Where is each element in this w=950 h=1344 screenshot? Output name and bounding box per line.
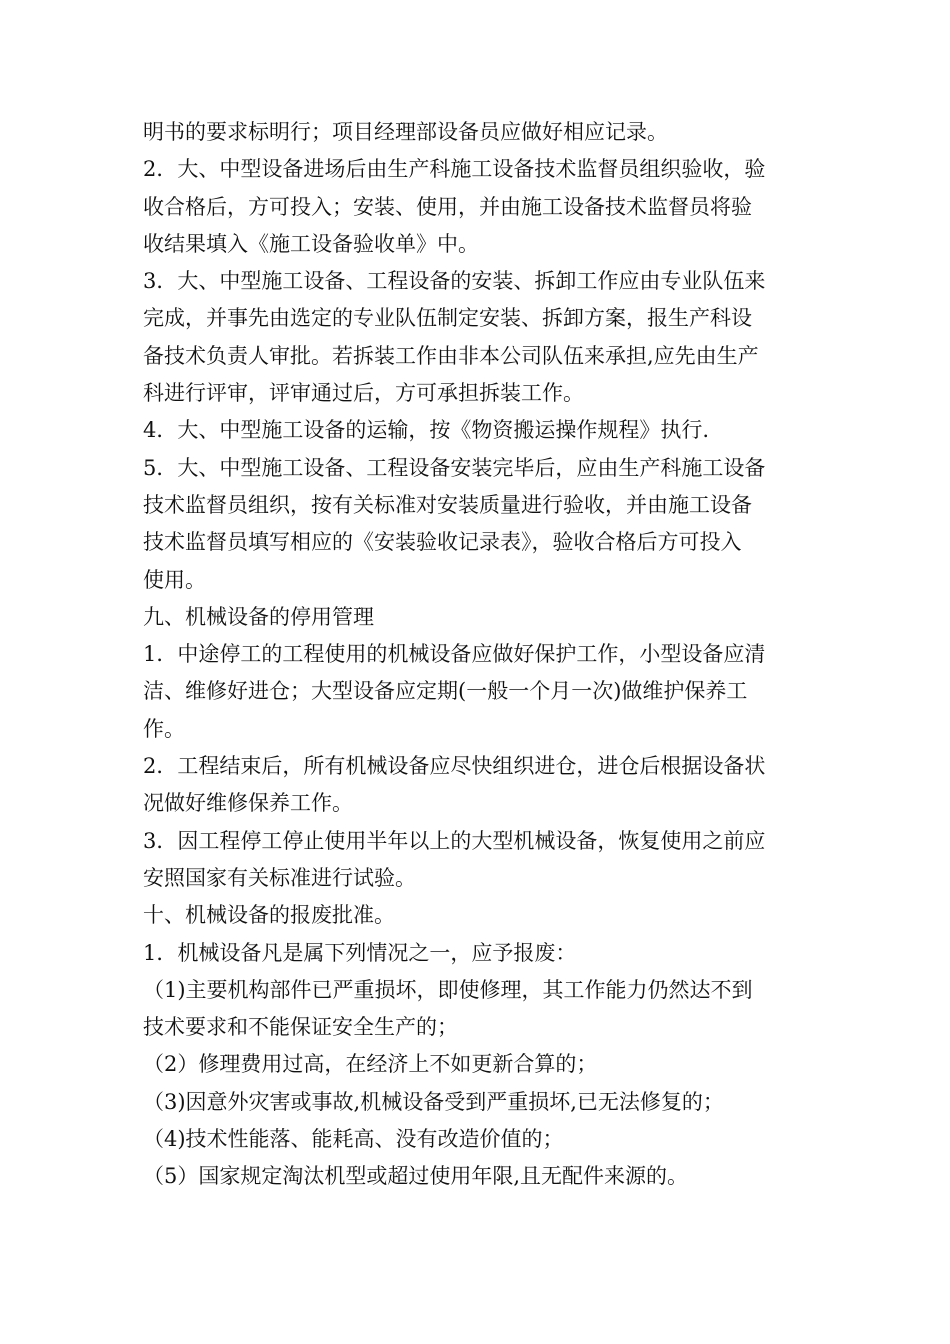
text-line: 收合格后，方可投入；安装、使用，并由施工设备技术监督员将验 — [143, 194, 752, 219]
text-line: 1．机械设备凡是属下列情况之一，应予报废： — [143, 940, 577, 965]
text-line: 备技术负责人审批。若拆装工作由非本公司队伍来承担,应先由生产 — [143, 343, 759, 368]
text-line: 洁、维修好进仓；大型设备应定期(一般一个月一次)做维护保养工 — [143, 679, 748, 704]
text-line: 况做好维修保养工作。 — [143, 791, 353, 816]
section-heading: 十、机械设备的报废批准。 — [143, 903, 395, 928]
list-item: （1)主要机构部件已严重损坏，即使修理，其工作能力仍然达不到 — [143, 977, 753, 1002]
list-item: （3)因意外灾害或事故,机械设备受到严重损坏,已无法修复的； — [143, 1089, 724, 1114]
list-item: （4)技术性能落、能耗高、没有改造价值的； — [143, 1127, 564, 1152]
text-line: 作。 — [143, 716, 185, 741]
text-line: 2．工程结束后，所有机械设备应尽快组织进仓，进仓后根据设备状 — [143, 754, 766, 779]
document-body — [143, 114, 823, 1196]
text-line: 3．因工程停工停止使用半年以上的大型机械设备，恢复使用之前应 — [143, 828, 766, 853]
text-line: 技术要求和不能保证安全生产的； — [143, 1015, 458, 1040]
text-line: 技术监督员组织，按有关标准对安装质量进行验收，并由施工设备 — [143, 492, 752, 517]
text-line: 明书的要求标明行；项目经理部设备员应做好相应记录。 — [143, 120, 668, 144]
text-line: 技术监督员填写相应的《安装验收记录表》，验收合格后方可投入 — [143, 530, 742, 555]
list-item: （5）国家规定淘汰机型或超过使用年限,且无配件来源的。 — [143, 1164, 689, 1189]
text-line: 4．大、中型施工设备的运输，按《物资搬运操作规程》执行. — [143, 418, 710, 443]
text-line: 1．中途停工的工程使用的机械设备应做好保护工作，小型设备应清 — [143, 642, 766, 667]
text-line: 3．大、中型施工设备、工程设备的安装、拆卸工作应由专业队伍来 — [143, 269, 766, 294]
text-line: 5．大、中型施工设备、工程设备安装完毕后，应由生产科施工设备 — [143, 455, 766, 480]
list-item: （2）修理费用过高，在经济上不如更新合算的； — [143, 1052, 598, 1077]
text-line: 安照国家有关标准进行试验。 — [143, 865, 416, 890]
text-line: 完成，并事先由选定的专业队伍制定安装、拆卸方案，报生产科设 — [143, 306, 752, 331]
text-line: 科进行评审，评审通过后，方可承担拆装工作。 — [143, 381, 584, 406]
text-line: 使用。 — [143, 567, 206, 592]
text-line: 收结果填入《施工设备验收单》中。 — [143, 231, 479, 256]
section-heading: 九、机械设备的停用管理 — [143, 604, 374, 629]
text-line: 2．大、中型设备进场后由生产科施工设备技术监督员组织验收，验 — [143, 157, 766, 182]
